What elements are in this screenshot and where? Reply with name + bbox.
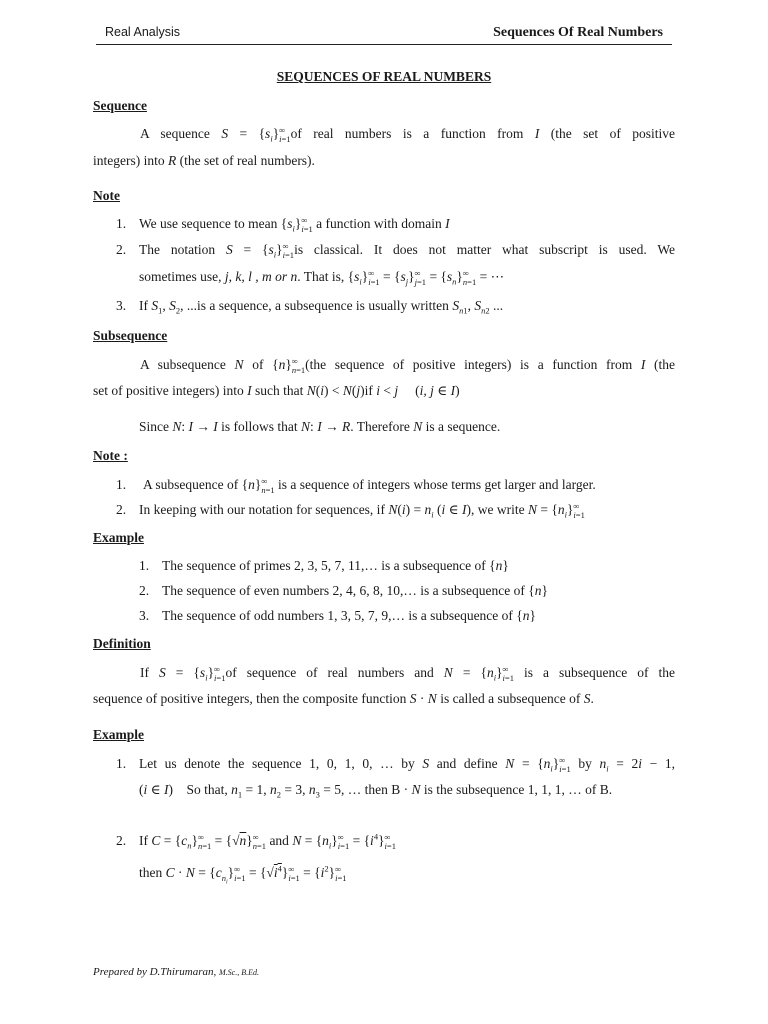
example2-item-2-line-2: then $C \cdot N = \{c_{n_i}\}\infty$ $i=1 = \{√i^4\}\infty$ $i=1 = \{i^2\}\infty$ i=1 [139,863,347,886]
example2-item-1-line-1: Let us denote the sequence 1, 0, 1, 0, … by S and define $N = \{n_i\}\infty$ i=1 by $n_i = 2i - 1$, [139,755,676,774]
note-item-3: If $S_1$, $S_2$, ...is a sequence, a subsequence is usually written $S_{n1}$, $S_{n2}$ ... [139,298,504,316]
subsequence-line-1: A subsequence N of {n}∞ n=1(the sequence of positive integers) is a function from I (the [140,356,676,375]
list-number: 1. [116,216,127,231]
header-subject: Real Analysis [105,25,181,39]
note2-item-1: A subsequence of {n}∞ n=1 is a sequence of integers whose terms get larger and larger. [143,476,596,495]
example1-item-2: The sequence of even numbers 2, 4, 6, 8, 10,… is a subsequence of {n} [162,583,548,598]
footer-credit: Prepared by D.Thirumaran, M.Sc., B.Ed. [93,966,259,978]
definition-line-1: If $S = \{s_i\}\infty$ i=1of sequence of real numbers and $N = \{n_i\}\infty$ i=1 is a subsequence of the [140,664,676,683]
header-chapter: Sequences Of Real Numbers [493,25,663,40]
sequence-definition-line-2: integers) into R (the set of real numbers). [93,153,315,168]
example1-item-3: The sequence of odd numbers 1, 3, 5, 7, 9,… is a subsequence of {n} [162,608,537,623]
list-number: 3. [139,608,150,623]
definition-line-2: sequence of positive integers, then the composite function S · N is called a subsequence of S. [93,691,594,706]
list-number: 2. [116,242,127,257]
list-number: 2. [139,583,150,598]
list-number: 3. [116,298,127,313]
note2-item-2: In keeping with our notation for sequences, if $N(i) = n_i$ (i ∈ I), we write $N = \{n_i\}\infty$ i=1 [139,501,585,520]
list-number: 2. [116,833,127,848]
example2-item-2-line-1: If $C = \{c_n\}\infty$ n=1 = {√n}∞ n=1 and $N = \{n_i\}\infty$ $i=1 = \{i^4\}\infty$ i=1 [139,831,396,851]
heading-definition: Definition [93,636,151,651]
heading-note-1: Note [93,188,120,203]
heading-example-1: Example [93,530,145,545]
subsequence-line-3: Since N: I → I is follows that N: I → R. Therefore N is a sequence. [139,419,501,434]
header-rule [96,44,672,45]
list-number: 1. [116,756,127,771]
note-item-2-line-1: The notation $S = \{s_i\}\infty$ i=1is classical. It does not matter what subscript is used. We [139,241,675,260]
list-number: 2. [116,502,127,517]
note-item-1: We use sequence to mean $\{s_i\}\infty$ i=1 a function with domain I [139,215,450,234]
note-item-2-line-2: sometimes use, j, k, l , m or n. That is, $\{s_i\}\infty$ $i=1 = \{s_j\}\infty$ $j=1 = \{s_n\}\infty$ n=1 = ⋯ [139,268,505,287]
page-title: SEQUENCES OF REAL NUMBERS [276,69,492,84]
subsequence-line-2: set of positive integers) into I such that N(i) < N(j)if i < j (i, j ∈ I) [93,383,460,398]
example1-item-1: The sequence of primes 2, 3, 5, 7, 11,… is a subsequence of {n} [162,558,509,573]
heading-sequence: Sequence [93,98,147,113]
heading-subsequence: Subsequence [93,328,168,343]
sequence-definition-line-1: A sequence $S = \{s_i\}\infty$ i=1of real numbers is a function from I (the set of positive [140,125,676,144]
list-number: 1. [139,558,150,573]
heading-example-2: Example [93,727,145,742]
heading-note-2: Note : [93,448,128,463]
example2-item-1-line-2: (i ∈ I) So that, $n_1 = 1$, $n_2 = 3$, $n_3 = 5$, … then B · N is the subsequence 1, 1, 1, … of B. [139,782,613,800]
list-number: 1. [116,477,127,492]
